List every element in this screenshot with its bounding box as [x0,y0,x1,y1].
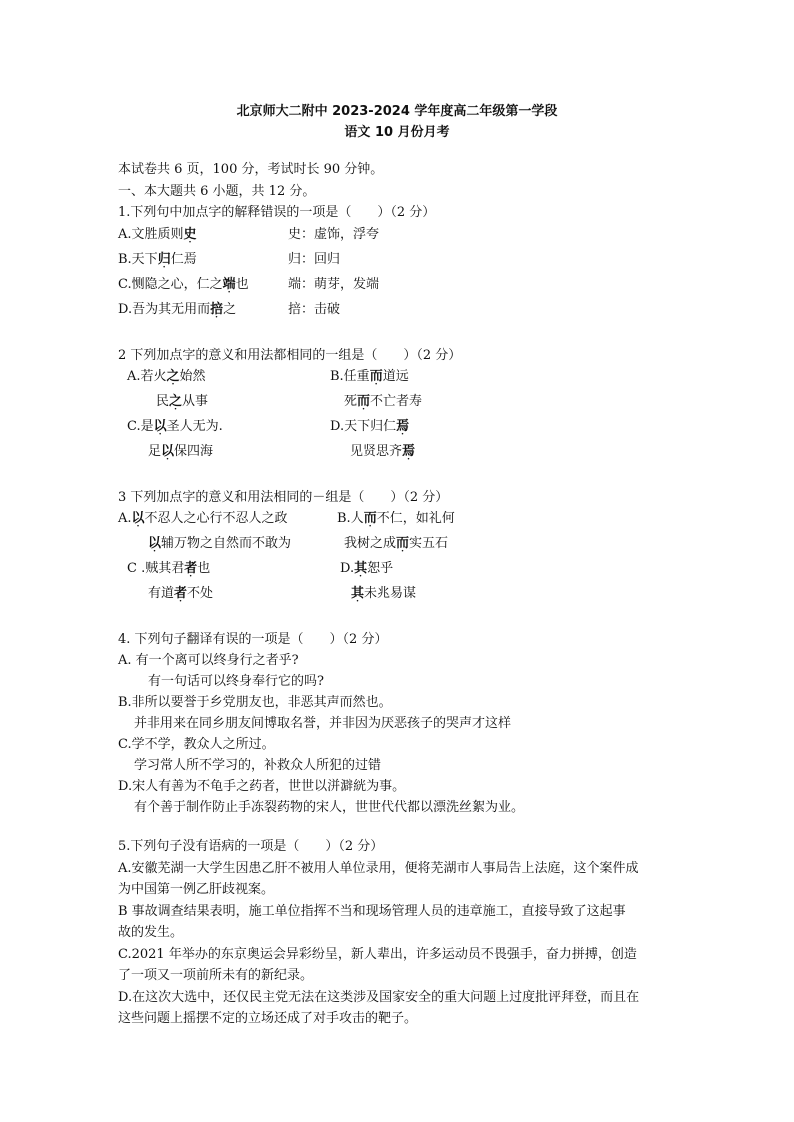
q1-a-text: A.文胜质则 [118,227,184,242]
q2-option-d1 [330,418,409,436]
q3-b2-dotted-char: 而 [396,536,410,551]
q4-option-d-translation: 有个善于制作防止手冻裂药物的宋人，世世代代都以漂洗丝絮为业。 [134,800,525,815]
q5-option-a-line1: A.安徽芜湖一大学生因患乙肝不被用人单位录用，便将芜湖市人事局告上法庭，这个案件成 [118,861,639,876]
q2-option-a1 [127,368,206,386]
q3-d1-text-end: 恕乎 [367,561,394,576]
q2-option-d2 [350,443,415,461]
q3-b1-text-end: 不仁，如礼何 [376,511,455,526]
q2-option-b2 [344,393,422,411]
q2-a2-dotted-char: 之 [169,394,183,409]
section-heading: 一、本大题共 6 小题，共 12 分。 [118,184,316,199]
q3-option-c2 [148,585,213,603]
q1-c-text: C.恻隐之心，仁之 [118,277,223,292]
q2-b2-text-end: 不亡者寿 [370,394,423,409]
q3-a1-dotted-char: 以 [131,511,145,526]
q2-a1-dotted-char: 之 [166,369,180,384]
q1-b-dotted-char: 归 [157,252,171,267]
q2-b1-text-end: 道远 [382,369,409,384]
q3-d1-dotted-char: 其 [354,561,368,576]
q3-d2-dotted-char: 其 [351,586,365,601]
q3-b1-text: B.人 [337,511,364,526]
q3-c2-text-end: 不处 [187,586,214,601]
q2-c2-text: 足 [148,444,162,459]
q4-stem: 4. 下列句子翻译有误的一项是（ ）（2 分） [118,632,388,647]
q2-d2-text: 见贤思齐 [350,444,403,459]
q2-b1-dotted-char: 而 [369,369,383,384]
q3-c1-dotted-char: 者 [184,561,198,576]
q2-option-c2 [148,443,213,461]
q2-c2-text-end: 保四海 [174,444,214,459]
q2-a1-text: A.若火 [127,369,167,384]
q3-option-c1 [127,560,210,578]
q1-option-a [118,226,197,244]
q3-d2-text-end: 未兆易谋 [364,586,417,601]
q4-option-a-original: A. 有一个离可以终身行之者乎? [118,653,299,668]
q1-d-text: D.吾为其无用而 [118,302,211,317]
q3-a1-text-end: 不忍人之心行不忍人之政 [144,511,288,526]
q3-a2-dotted-char: 以 [148,536,162,551]
q1-b-text-end: 仁焉 [170,252,197,267]
q2-d1-text: D.天下归仁 [330,419,397,434]
q1-option-b [118,251,197,269]
q2-a2-text: 民 [156,394,170,409]
q4-option-a-translation: 有一句话可以终身奉行它的吗? [148,674,324,689]
q2-d2-dotted-char: 焉 [402,444,416,459]
q3-c1-text-end: 也 [197,561,211,576]
q2-c1-text: C.是 [127,419,154,434]
q3-option-d1 [340,560,393,578]
q3-c1-text: C .贼其君 [127,561,185,576]
q5-option-a-line2: 为中国第一例乙肝歧视案。 [118,882,275,897]
q3-b2-text-end: 实五石 [409,536,449,551]
q2-option-a2 [156,393,208,411]
q2-a2-text-end: 从事 [182,394,209,409]
q2-b2-dotted-char: 而 [357,394,371,409]
q5-option-d-line1: D.在这次大选中，还仅民主党无法在这类涉及国家安全的重大问题上过度批评拜登，而且在 [118,990,640,1005]
q1-option-d [118,301,236,319]
q3-option-d2 [351,585,416,603]
q4-option-b-original: B.非所以要誉于乡党朋友也，非恶其声而然也。 [118,695,392,710]
q1-b-gloss: 归：回归 [288,252,341,267]
q1-c-text-end: 也 [235,277,249,292]
q1-d-gloss: 掊：击破 [288,302,341,317]
q3-b2-text: 我树之成 [344,536,397,551]
q2-option-c1 [127,418,223,436]
q3-d1-text: D. [340,561,355,576]
q3-option-a2 [148,535,291,553]
q2-c1-text-end: 圣人无为. [166,419,223,434]
q1-a-dotted-char: 史 [183,227,197,242]
q5-option-d-line2: 这些问题上摇摆不定的立场还成了对手攻击的靶子。 [118,1011,418,1026]
q5-option-c-line1: C.2021 年举办的东京奥运会异彩纷呈，新人辈出，许多运动员不畏强手，奋力拼搏，创造 [118,947,637,962]
q3-a1-text: A. [118,511,132,526]
q4-option-b-translation: 并非用来在同乡朋友间博取名誉，并非因为厌恶孩子的哭声才这样 [134,716,512,731]
q2-option-b1 [330,368,409,386]
q2-d1-dotted-char: 焉 [396,419,410,434]
q2-c1-dotted-char: 以 [153,419,167,434]
q5-option-b-line1: B 事故调查结果表明，施工单位指挥不当和现场管理人员的违章施工，直接导致了这起事 [118,904,626,919]
q1-option-c [118,276,249,294]
exam-info: 本试卷共 6 页，100 分，考试时长 90 分钟。 [118,162,384,177]
q1-d-dotted-char: 掊 [210,302,224,317]
q2-b2-text: 死 [344,394,358,409]
exam-title: 北京师大二附中 2023-2024 学年度高二年级第一学段 [236,104,558,119]
q5-stem: 5.下列句子没有语病的一项是（ ）（2 分） [118,839,384,854]
q3-option-b1 [337,510,455,528]
q4-option-d-original: D.宋人有善为不龟手之药者，世世以洴澼絖为事。 [118,779,406,794]
q5-option-c-line2: 了一项又一项前所未有的新纪录。 [118,968,314,983]
q1-b-text: B.天下 [118,252,158,267]
q1-d-text-end: 之 [223,302,237,317]
q3-c2-dotted-char: 者 [174,586,188,601]
q1-c-gloss: 端：萌芽，发端 [288,277,380,292]
q1-a-gloss: 史：虚饰，浮夸 [288,227,380,242]
q2-stem: 2 下列加点字的意义和用法都相同的一组是（ ）（2 分） [118,348,462,363]
q3-c2-text: 有道 [148,586,175,601]
q3-b1-dotted-char: 而 [363,511,377,526]
q4-option-c-translation: 学习常人所不学习的，补救众人所犯的过错 [134,758,382,773]
q4-option-c-original: C.学不学，教众人之所过。 [118,737,275,752]
q1-c-dotted-char: 端 [222,277,236,292]
q1-stem: 1.下列句中加点字的解释错误的一项是（ ）（2 分） [118,205,436,220]
q5-option-b-line2: 故的发生。 [118,925,184,940]
q2-c2-dotted-char: 以 [161,444,175,459]
q2-a1-text-end: 始然 [179,369,206,384]
q3-a2-text-end: 辅万物之自然而不敢为 [161,536,292,551]
q2-b1-text: B.任重 [330,369,370,384]
q3-option-b2 [344,535,448,553]
q3-stem: 3 下列加点字的意义和用法相同的－组是（ ）（2 分） [118,490,449,505]
q3-option-a1 [118,510,288,528]
exam-subtitle: 语文 10 月份月考 [344,125,450,140]
